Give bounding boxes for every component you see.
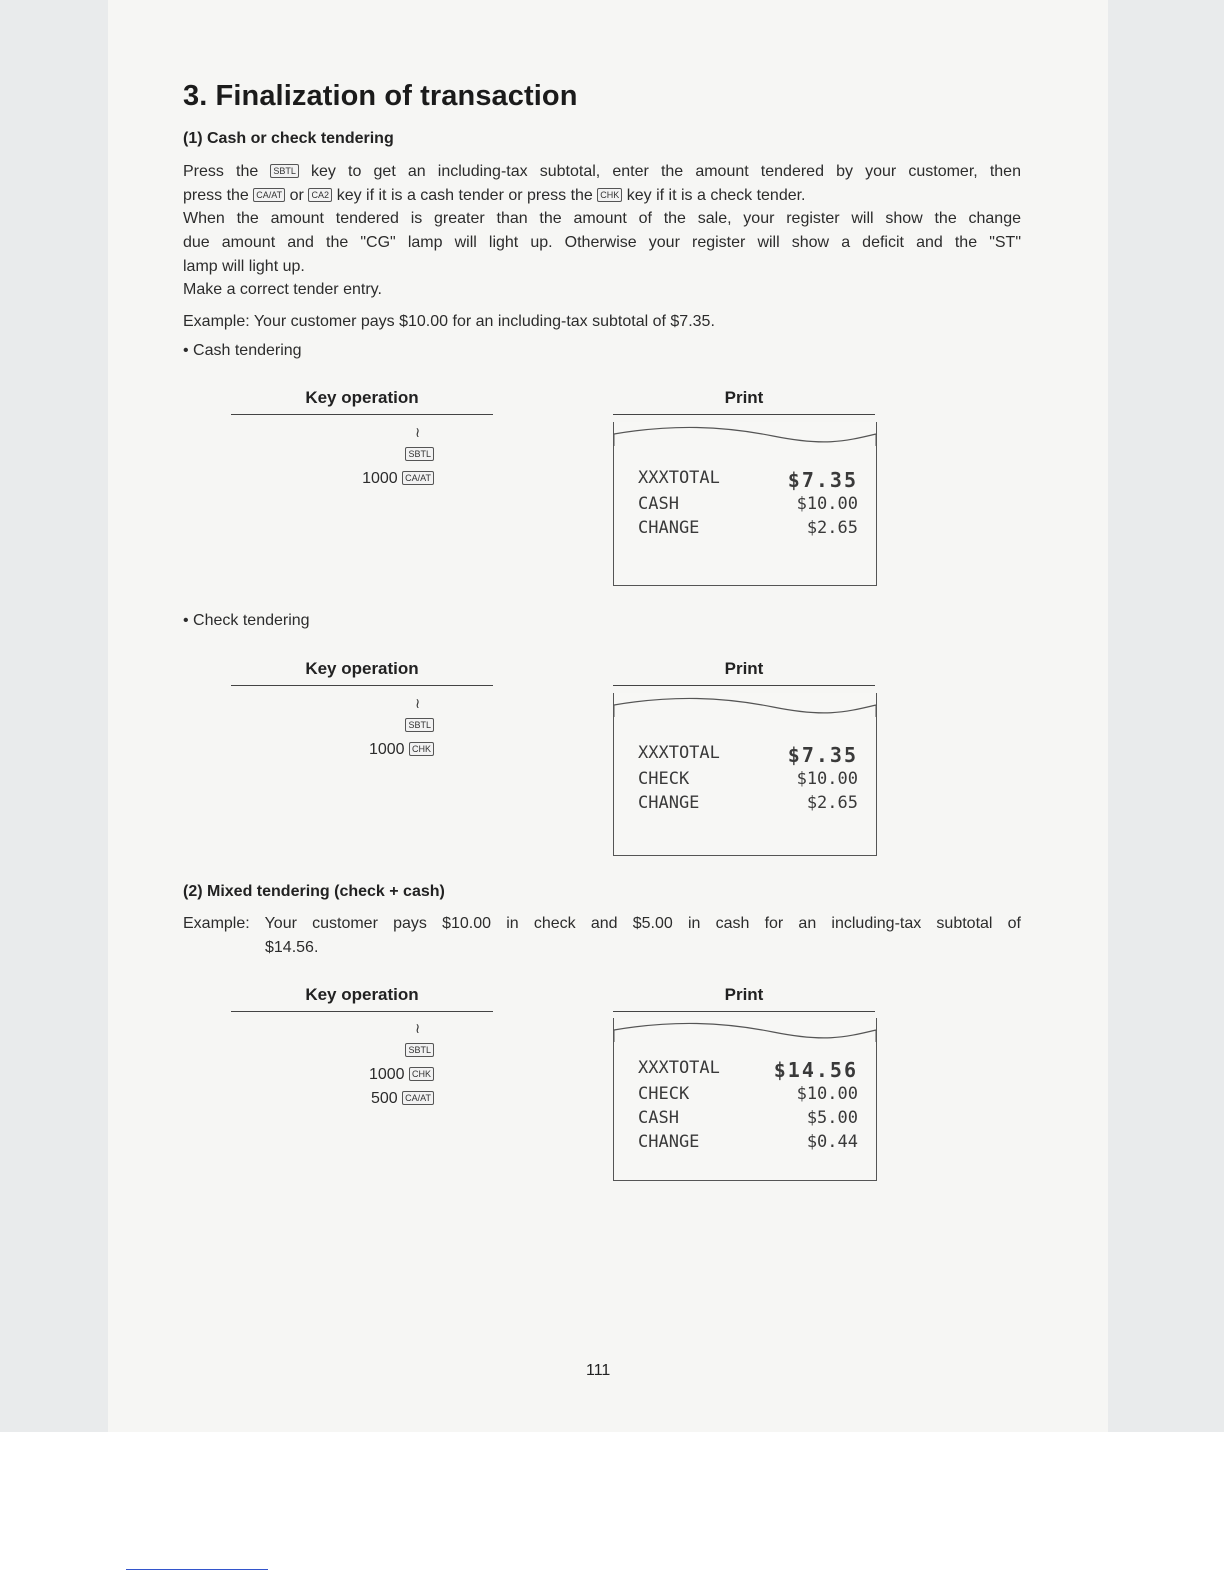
text: key if it is a cash tender or press the bbox=[336, 187, 593, 204]
receipt-tear-edge bbox=[613, 422, 877, 446]
receipt-value: $14.56 bbox=[773, 1058, 858, 1082]
op-amount: 500 bbox=[371, 1090, 398, 1107]
receipt-value: $10.00 bbox=[796, 1084, 858, 1104]
section-1-title: (1) Cash or check tendering bbox=[183, 130, 394, 147]
receipt-line bbox=[638, 793, 858, 813]
receipt-value: $10.00 bbox=[796, 494, 858, 514]
receipt-label: CASH bbox=[638, 1108, 679, 1128]
sbtl-key-icon: SBTL bbox=[405, 718, 434, 732]
page-title: 3. Finalization of transaction bbox=[183, 80, 578, 112]
chk-key-icon: CHK bbox=[597, 188, 622, 202]
receipt-label: XXXTOTAL bbox=[638, 743, 720, 763]
key-op-line bbox=[300, 446, 434, 464]
bullet-check-tendering: • Check tendering bbox=[183, 612, 310, 629]
receipt-value: $7.35 bbox=[787, 468, 858, 492]
key-op-line bbox=[300, 741, 434, 759]
receipt-label: XXXTOTAL bbox=[638, 468, 720, 488]
receipt-label: CHECK bbox=[638, 769, 690, 789]
text: key if it is a check tender. bbox=[626, 187, 806, 204]
receipt-value: $7.35 bbox=[787, 743, 858, 767]
ca2-key-icon: CA2 bbox=[308, 188, 332, 202]
page-margin bbox=[0, 1432, 1224, 1584]
paragraph-2-line-3: lamp will light up. bbox=[183, 258, 305, 275]
receipt-label: CHANGE bbox=[638, 518, 700, 538]
sbtl-key-icon: SBTL bbox=[405, 1043, 434, 1057]
op-amount: 1000 bbox=[368, 1066, 405, 1083]
example-2-line-2: $14.56. bbox=[265, 939, 319, 956]
tilde-mark: ≀ bbox=[415, 695, 421, 711]
receipt-tear-edge bbox=[613, 1018, 877, 1042]
text: press the bbox=[183, 187, 249, 204]
receipt-label: CHECK bbox=[638, 1084, 690, 1104]
paragraph-2-line-1: When the amount tendered is greater than the amount of the sale, your register will show the change bbox=[183, 210, 1021, 227]
sbtl-key-icon: SBTL bbox=[405, 447, 434, 461]
tilde-mark: ≀ bbox=[415, 1020, 421, 1036]
key-op-line bbox=[300, 1090, 434, 1108]
receipt-label: CHANGE bbox=[638, 1132, 700, 1152]
receipt-line bbox=[638, 494, 858, 514]
ca-at-key-icon: CA/AT bbox=[253, 188, 285, 202]
receipt-line bbox=[638, 769, 858, 789]
chk-key-icon: CHK bbox=[409, 1067, 434, 1081]
print-header: Print bbox=[613, 985, 875, 1012]
receipt-line bbox=[638, 1108, 858, 1128]
receipt-cash bbox=[613, 422, 877, 586]
example-2-line-1: Example: Your customer pays $10.00 in check and $5.00 in cash for an including-tax subtotal of bbox=[183, 915, 1021, 932]
receipt-label: CASH bbox=[638, 494, 679, 514]
section-2-title: (2) Mixed tendering (check + cash) bbox=[183, 883, 445, 900]
sbtl-key-icon: SBTL bbox=[270, 164, 299, 178]
text: or bbox=[289, 187, 304, 204]
receipt-value: $5.00 bbox=[806, 1108, 858, 1128]
paragraph-3: Make a correct tender entry. bbox=[183, 281, 382, 298]
footer-rule bbox=[126, 1569, 268, 1570]
receipt-check bbox=[613, 693, 877, 856]
print-header: Print bbox=[613, 659, 875, 686]
receipt-line bbox=[638, 518, 858, 538]
text: key to get an including-tax subtotal, enter the amount tendered by your customer, then bbox=[311, 163, 1021, 180]
receipt-value: $10.00 bbox=[796, 769, 858, 789]
op-amount: 1000 bbox=[368, 741, 405, 758]
receipt-label: XXXTOTAL bbox=[638, 1058, 720, 1078]
receipt-value: $0.44 bbox=[806, 1132, 858, 1152]
ca-at-key-icon: CA/AT bbox=[402, 471, 434, 485]
receipt-mixed bbox=[613, 1018, 877, 1181]
page-number: 111 bbox=[586, 1362, 611, 1379]
key-operation-header: Key operation bbox=[231, 388, 493, 415]
print-header: Print bbox=[613, 388, 875, 415]
ca-at-key-icon: CA/AT bbox=[402, 1091, 434, 1105]
key-op-line bbox=[300, 1042, 434, 1060]
op-amount: 1000 bbox=[362, 470, 398, 487]
example-1: Example: Your customer pays $10.00 for an including-tax subtotal of $7.35. bbox=[183, 313, 715, 330]
receipt-value: $2.65 bbox=[806, 518, 858, 538]
key-op-line bbox=[300, 1066, 434, 1084]
paragraph-1-line-1 bbox=[183, 160, 1021, 184]
bullet-cash-tendering: • Cash tendering bbox=[183, 342, 302, 359]
paragraph-2-line-2: due amount and the "CG" lamp will light up. Otherwise your register will show a deficit and the "ST" bbox=[183, 234, 1021, 251]
receipt-line bbox=[638, 1084, 858, 1104]
receipt-label: CHANGE bbox=[638, 793, 700, 813]
key-operation-header: Key operation bbox=[231, 985, 493, 1012]
key-op-line bbox=[300, 717, 434, 735]
text: Press the bbox=[183, 163, 259, 180]
receipt-value: $2.65 bbox=[806, 793, 858, 813]
receipt-line bbox=[638, 1058, 858, 1082]
chk-key-icon: CHK bbox=[409, 742, 434, 756]
paragraph-1-line-2 bbox=[183, 184, 1021, 208]
receipt-line bbox=[638, 1132, 858, 1152]
receipt-line bbox=[638, 468, 858, 492]
receipt-tear-edge bbox=[613, 693, 877, 717]
key-op-line bbox=[300, 470, 434, 488]
tilde-mark: ≀ bbox=[415, 424, 421, 440]
receipt-line bbox=[638, 743, 858, 767]
key-operation-header: Key operation bbox=[231, 659, 493, 686]
